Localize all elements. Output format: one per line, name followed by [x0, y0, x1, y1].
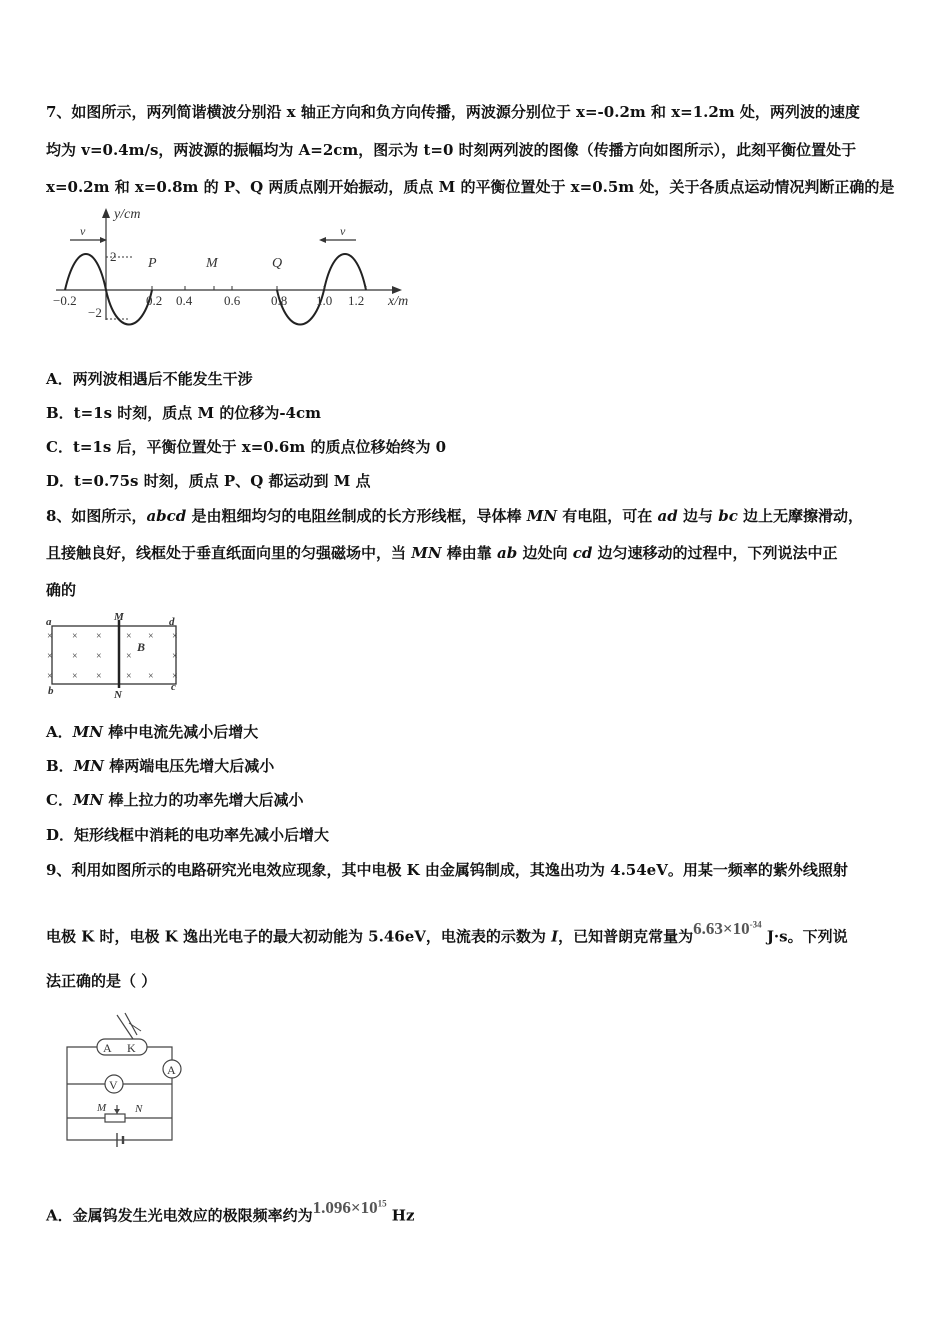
- x-tick-0-8: 0.8: [271, 293, 288, 308]
- right-wave: [277, 254, 366, 325]
- svg-text:×: ×: [47, 651, 53, 662]
- x-tick-0-2: 0.2: [146, 293, 163, 308]
- circuit-wire-top: [67, 1047, 172, 1140]
- rheostat: [105, 1114, 125, 1122]
- x-tick-neg0-2: −0.2: [53, 293, 77, 308]
- q8-text-line-2: 且接触良好，线框处于垂直纸面向里的匀强磁场中，当 MN 棒由靠 ab 边处向 cd 边匀速移动的过程中，下列说法中正: [46, 544, 838, 562]
- q9-option-a[interactable]: A．金属钨发生光电效应的极限频率约为$1.096\times 10^{15}$ Hz: [46, 1197, 415, 1225]
- left-wave: [65, 254, 152, 325]
- svg-text:×: ×: [96, 671, 102, 682]
- q8-option-a[interactable]: A．MN 棒中电流先减小后增大: [46, 723, 259, 741]
- q9-text-line-2: 电极 K 时，电极 K 逸出光电子的最大初动能为 5.46eV，电流表的示数为 I，已知普朗克常量为$6.63\times 10^{-34}$ J·s。下列说: [46, 918, 848, 946]
- corner-d: d: [169, 616, 175, 628]
- point-p-label: P: [148, 256, 157, 271]
- svg-text:×: ×: [72, 671, 78, 682]
- q7-wave-graph: [50, 204, 430, 328]
- q8-option-c[interactable]: C．MN 棒上拉力的功率先增大后减小: [46, 791, 304, 809]
- electrode-a: A: [103, 1041, 112, 1055]
- svg-text:×: ×: [96, 631, 102, 642]
- q8-option-b[interactable]: B．MN 棒两端电压先增大后减小: [46, 757, 275, 775]
- x-axis-arrow: [392, 286, 402, 294]
- light-beam: [117, 1015, 133, 1039]
- x-tick-0-4: 0.4: [176, 293, 193, 308]
- q7-option-b[interactable]: B．t=1s 时刻，质点 M 的位移为-4cm: [46, 404, 321, 422]
- q8-option-d[interactable]: D．矩形线框中消耗的电功率先减小后增大: [46, 826, 330, 844]
- x-tick-1-0: 1.0: [316, 293, 333, 308]
- svg-text:×: ×: [126, 671, 132, 682]
- q9-text-line-1: 9、利用如图所示的电路研究光电效应现象，其中电极 K 由金属钨制成，其逸出功为 4.54eV。用某一频率的紫外线照射: [46, 861, 848, 879]
- y-axis-arrow: [102, 208, 110, 218]
- x-tick-1-2: 1.2: [348, 293, 365, 308]
- corner-c: c: [171, 681, 176, 693]
- planck-constant: $6.63\times 10^{-34}$: [693, 918, 762, 938]
- electrode-k: K: [127, 1041, 136, 1055]
- svg-text:×: ×: [172, 671, 178, 682]
- q8-frame-figure: [44, 610, 194, 700]
- svg-text:×: ×: [172, 651, 178, 662]
- svg-text:×: ×: [148, 631, 154, 642]
- point-m-label: M: [206, 256, 218, 271]
- q9-circuit-figure: [55, 1005, 185, 1153]
- x-axis-label: x/m: [388, 294, 409, 309]
- field-crosses: [47, 631, 178, 682]
- q7-option-a[interactable]: A．两列波相遇后不能发生干涉: [46, 370, 253, 388]
- q7-text-line-2: 均为 v=0.4m/s，两波源的振幅均为 A=2cm，图示为 t=0 时刻两列波的图像（传播方向如图所示），此刻平衡位置处于: [46, 141, 857, 159]
- q7-option-d[interactable]: D．t=0.75s 时刻，质点 P、Q 都运动到 M 点: [46, 472, 371, 490]
- svg-text:×: ×: [96, 651, 102, 662]
- q7-option-c[interactable]: C．t=1s 后，平衡位置处于 x=0.6m 的质点位移始终为 0: [46, 438, 447, 456]
- corner-b: b: [48, 685, 54, 697]
- point-q-label: Q: [272, 256, 283, 271]
- label-field-b: B: [137, 640, 146, 654]
- q8-text-line-3: 确的: [46, 581, 77, 599]
- svg-text:×: ×: [47, 631, 53, 642]
- ammeter-label: A: [167, 1063, 176, 1077]
- label-m: M: [114, 611, 124, 623]
- velocity-right-label: v: [340, 224, 346, 238]
- q7-text-line-3: x=0.2m 和 x=0.8m 的 P、Q 两质点刚开始振动，质点 M 的平衡位置处于 x=0.5m 处，关于各质点运动情况判断正确的是: [46, 178, 895, 196]
- rheostat-m: M: [97, 1102, 107, 1114]
- rect-frame: [52, 626, 176, 684]
- svg-text:×: ×: [126, 631, 132, 642]
- velocity-left-label: v: [80, 224, 86, 238]
- svg-text:×: ×: [72, 631, 78, 642]
- label-n: N: [114, 689, 122, 701]
- y-tick-neg2: −2: [88, 305, 102, 320]
- y-tick-2: 2: [110, 249, 117, 264]
- voltmeter-label: V: [109, 1078, 118, 1092]
- q7-text-line-1: 7、如图所示，两列简谐横波分别沿 x 轴正方向和负方向传播，两波源分别位于 x=-0.2m 和 x=1.2m 处，两列波的速度: [46, 103, 860, 121]
- svg-text:×: ×: [148, 671, 154, 682]
- svg-text:×: ×: [72, 651, 78, 662]
- corner-a: a: [46, 616, 52, 628]
- rheostat-n: N: [135, 1103, 143, 1115]
- svg-text:×: ×: [47, 671, 53, 682]
- x-tick-0-6: 0.6: [224, 293, 241, 308]
- circuit-wire-right: [147, 1047, 172, 1060]
- threshold-frequency: $1.096\times 10^{15}$: [312, 1197, 387, 1217]
- q9-text-line-3: 法正确的是（ ）: [46, 972, 157, 990]
- q8-text-line-1: 8、如图所示，abcd 是由粗细均匀的电阻丝制成的长方形线框，导体棒 MN 有电阻，可在 ad 边与 bc 边上无摩擦滑动，: [46, 507, 864, 525]
- svg-text:×: ×: [172, 631, 178, 642]
- svg-text:×: ×: [126, 651, 132, 662]
- y-axis-label: y/cm: [114, 207, 141, 222]
